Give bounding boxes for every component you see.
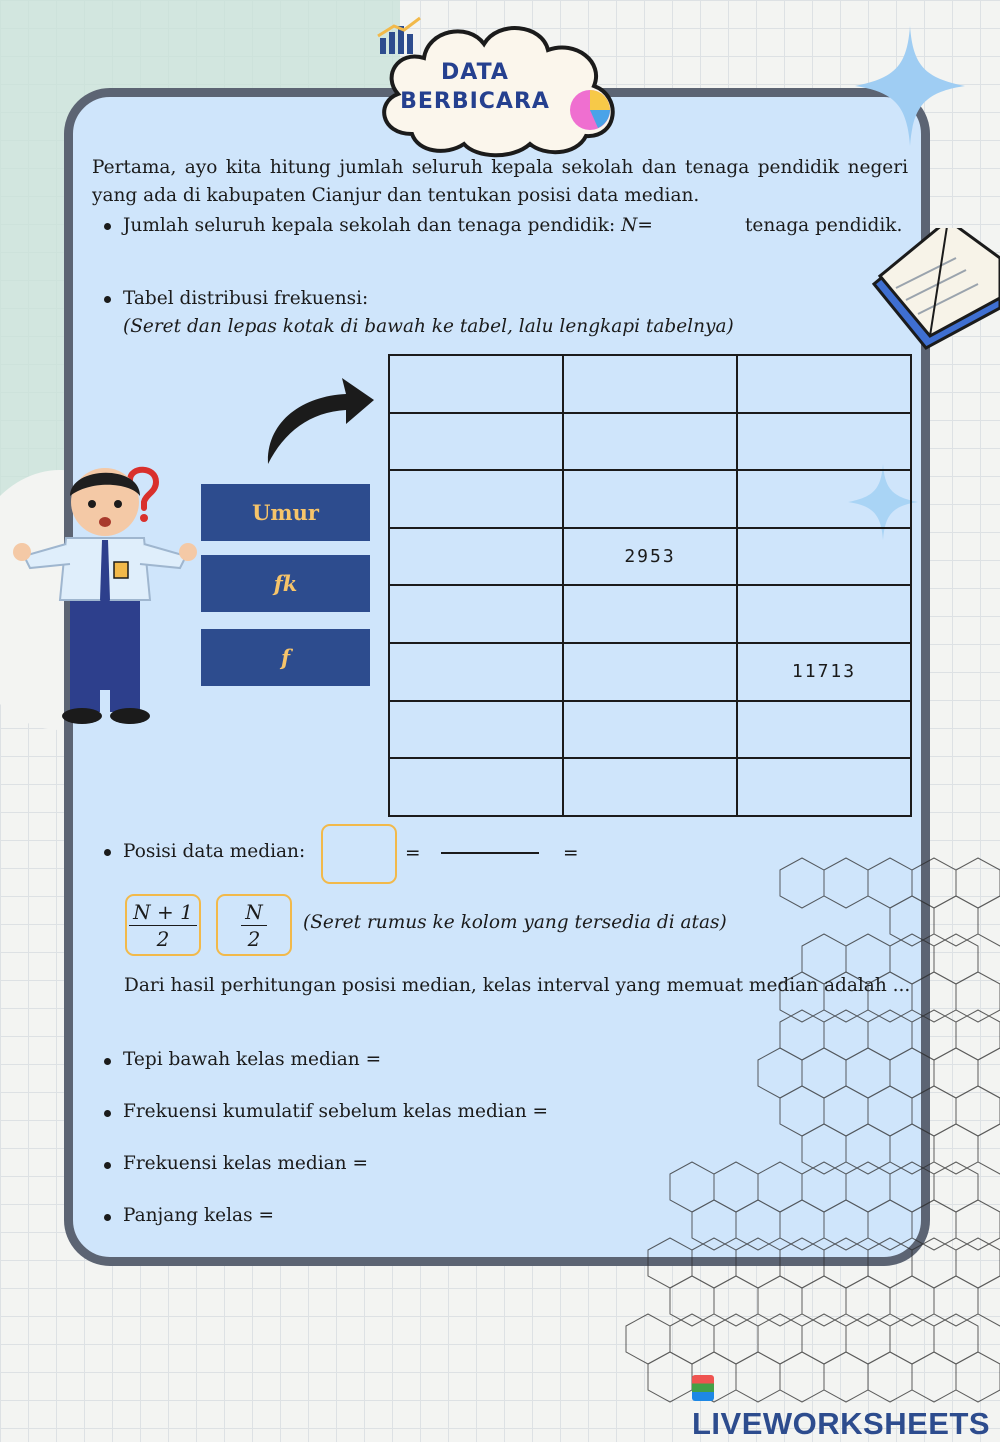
table-cell[interactable] [389,355,563,413]
math-book-icon [866,228,1000,373]
bullet-dot [104,849,111,856]
table-row [389,355,911,413]
table-cell[interactable] [563,585,737,643]
table-cell[interactable] [389,585,563,643]
table-instruction: (Seret dan lepas kotak di bawah ke tabel, lalu lengkapi tabelnya) [123,316,734,337]
table-cell[interactable] [389,643,563,701]
table-cell[interactable] [563,355,737,413]
table-cell[interactable] [389,528,563,586]
table-row [389,643,911,701]
total-row [123,212,653,240]
logo-text: LIVEWORKSHEETS [692,1406,991,1441]
formula-numerator: N + 1 [129,901,197,926]
formula-instruction: (Seret rumus ke kolom yang tersedia di atas) [303,912,727,933]
bullet-dot [104,1058,111,1065]
table-label: Tabel distribusi frekuensi: [123,288,369,309]
total-unit: tenaga pendidik. [745,215,903,236]
table-cell[interactable] [563,643,737,701]
curved-arrow-icon [262,372,378,468]
table-cell[interactable] [737,413,911,471]
bullet-dot [104,223,111,230]
total-input-area[interactable] [650,236,740,238]
bullet-dot [104,1214,111,1221]
table-cell[interactable] [389,758,563,816]
formula-denominator: 2 [156,926,170,951]
table-cell[interactable] [737,758,911,816]
title-line-2: BERBICARA [400,89,550,114]
table-cell[interactable] [389,701,563,759]
table-row [389,701,911,759]
table-cell[interactable] [737,585,911,643]
table-cell[interactable] [563,470,737,528]
liveworksheets-logo[interactable] [692,1370,1000,1442]
median-fraction-line[interactable] [441,852,539,854]
table-row [389,470,911,528]
median-class-question: Dari hasil perhitungan posisi median, kelas interval yang memuat median adalah ... [124,975,911,996]
table-row [389,585,911,643]
total-equals: = [637,215,653,236]
formula-denominator: 2 [247,926,261,951]
equals-sign-1: = [405,843,421,864]
table-cell[interactable] [563,413,737,471]
table-cell[interactable] [737,528,911,586]
table-cell[interactable] [563,701,737,759]
logo-badge-icon [692,1375,714,1401]
table-row [389,528,911,586]
formula-n-over-2[interactable] [216,894,292,956]
table-cell[interactable] [563,758,737,816]
formula-numerator: N [241,901,267,926]
page-title [400,58,550,116]
class-length-label: Panjang kelas = [123,1205,274,1226]
table-cell[interactable] [389,470,563,528]
cumulative-before-label: Frekuensi kumulatif sebelum kelas median = [123,1101,549,1122]
total-variable: N [621,215,638,236]
table-cell: 2953 [563,528,737,586]
frequency-table [388,354,912,817]
intro-paragraph: Pertama, ayo kita hitung jumlah seluruh kepala sekolah dan tenaga pendidik negeri yang ada di kabupaten Cianjur dan tentukan posisi data median. [92,157,908,206]
median-position-label: Posisi data median: [123,841,306,862]
formula-n-plus-1-over-2[interactable] [125,894,201,956]
table-row [389,758,911,816]
median-frequency-label: Frekuensi kelas median = [123,1153,368,1174]
table-cell[interactable] [737,470,911,528]
confused-student-icon [10,460,200,732]
table-cell[interactable] [737,701,911,759]
drag-box-f[interactable]: f [201,629,370,686]
formula-drop-box[interactable] [321,824,397,884]
title-line-1: DATA [441,60,509,85]
table-cell[interactable] [737,355,911,413]
total-label: Jumlah seluruh kepala sekolah dan tenaga pendidik: [123,215,622,236]
lower-edge-label: Tepi bawah kelas median = [123,1049,382,1070]
bullet-dot [104,1110,111,1117]
sparkle-icon [855,26,965,146]
table-row [389,413,911,471]
bullet-dot [104,1162,111,1169]
bullet-dot [104,296,111,303]
table-cell: 11713 [737,643,911,701]
equals-sign-2: = [563,843,579,864]
table-cell[interactable] [389,413,563,471]
drag-box-fk[interactable]: fk [201,555,370,612]
drag-box-umur[interactable]: Umur [201,484,370,541]
